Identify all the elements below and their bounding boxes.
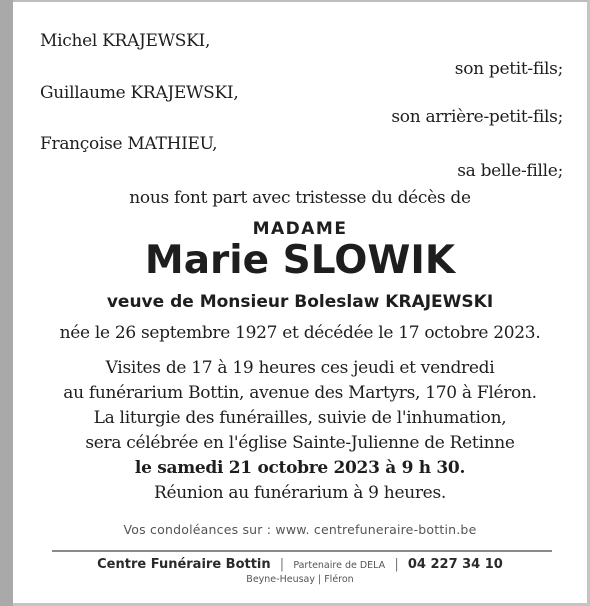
birth-death-dates: née le 26 septembre 1927 et décédée le 17 octobre 2023.	[59, 323, 541, 343]
relative-role: son arrière-petit-fils;	[391, 107, 563, 127]
footer-separator: |	[394, 557, 399, 572]
ceremony-date: le samedi 21 octobre 2023 à 9 h 30.	[134, 458, 466, 478]
relative-role: son petit-fils;	[454, 59, 563, 79]
funeral-home-name: Centre Funéraire Bottin	[97, 557, 271, 572]
relative-name: Guillaume KRAJEWSKI,	[40, 83, 239, 103]
relative-name: Françoise MATHIEU,	[40, 134, 218, 154]
footer-separator: |	[279, 557, 285, 572]
condolences-website: Vos condoléances sur : www. centrefuneraire-bottin.be	[123, 522, 477, 537]
funeral-home-footer	[13, 557, 587, 572]
footer-divider	[52, 550, 552, 552]
announcement-text: nous font part avec tristesse du décès de	[129, 188, 471, 208]
meeting-info: Réunion au funérarium à 9 heures.	[154, 483, 446, 503]
relative-role: sa belle-fille;	[457, 161, 563, 181]
phone-number: 04 227 34 10	[407, 557, 503, 572]
top-border	[13, 0, 590, 2]
funeral-home-locations: Beyne-Heusay | Fléron	[246, 574, 354, 585]
deceased-name: Marie SLOWIK	[144, 238, 456, 283]
detail-line: au funérarium Bottin, avenue des Martyrs, 170 à Fléron.	[63, 383, 537, 403]
detail-line: La liturgie des funérailles, suivie de l'inhumation,	[93, 408, 507, 428]
left-border-bar	[0, 0, 13, 606]
honorific-title: MADAME	[252, 219, 348, 239]
detail-line: Visites de 17 à 19 heures ces jeudi et vendredi	[105, 358, 495, 378]
relative-name: Michel KRAJEWSKI,	[40, 31, 211, 51]
detail-line: sera célébrée en l'église Sainte-Julienne de Retinne	[85, 433, 515, 453]
widow-of: veuve de Monsieur Boleslaw KRAJEWSKI	[106, 292, 494, 312]
partner-text: Partenaire de DELA	[293, 560, 386, 571]
